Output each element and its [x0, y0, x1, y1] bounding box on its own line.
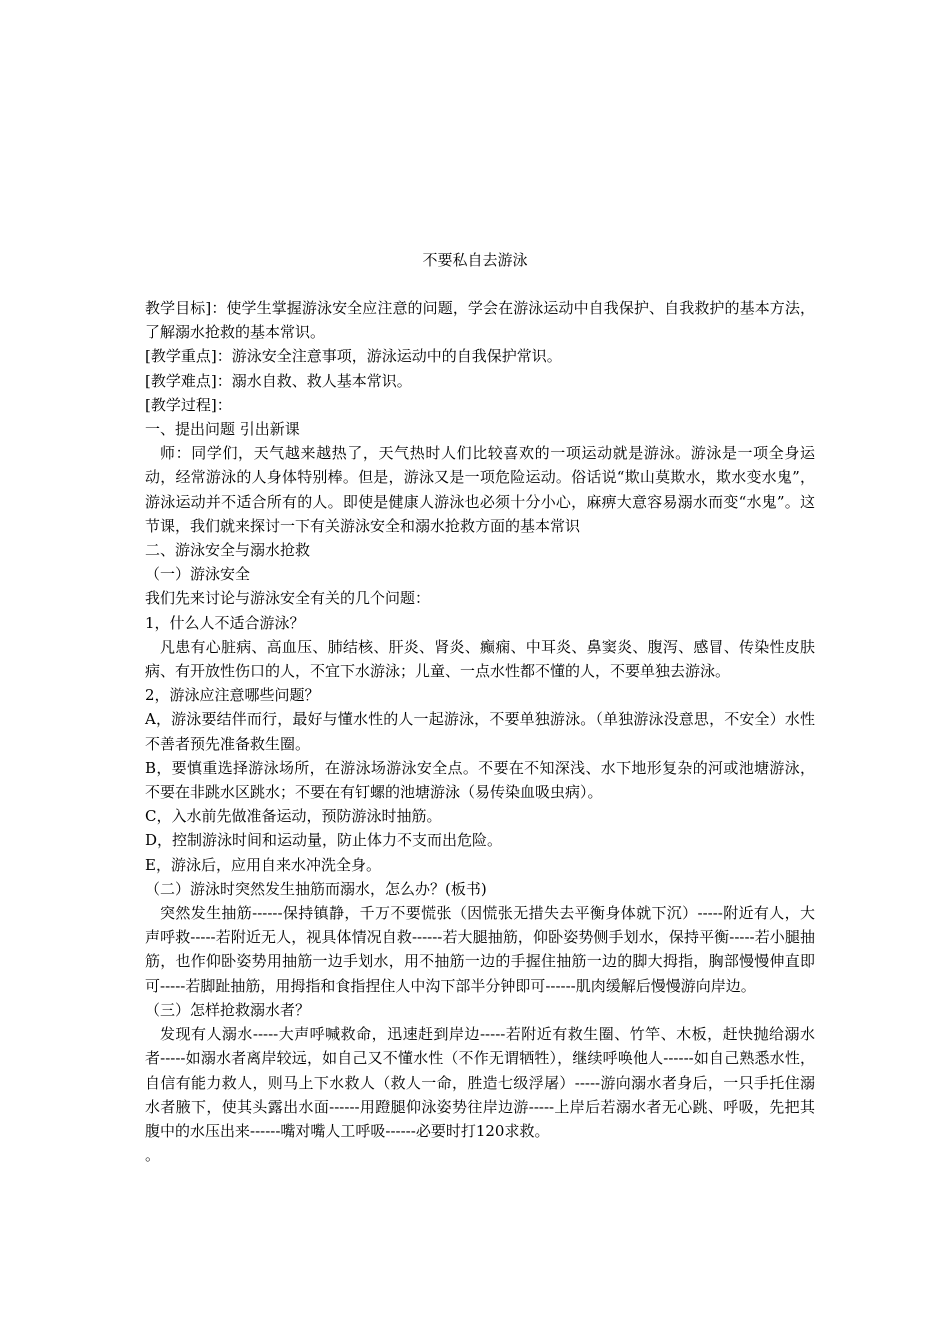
question-one: 1，什么人不适合游泳？ — [145, 613, 305, 632]
paragraph-unsuitable-people: 凡患有心脏病、高血压、肺结核、肝炎、肾炎、癫痫、中耳炎、鼻窦炎、腹泻、感冒、传染性皮肤病、有开放性伤口的人，不宜下水游泳；儿童、一点水性都不懂的人，不要单独去游泳。 — [145, 637, 815, 681]
list-item-c: C，入水前先做准备运动，预防游泳时抽筋。 — [145, 807, 442, 826]
subsection-heading-rescue: （三）怎样抢救溺水者？ — [145, 1000, 311, 1019]
paragraph-discussion: 我们先来讨论与游泳安全有关的几个问题： — [145, 589, 431, 608]
list-item-d: D，控制游泳时间和运动量，防止体力不支而出危险。 — [145, 831, 503, 850]
list-item-a: A，游泳要结伴而行，最好与懂水性的人一起游泳，不要单独游泳。（单独游泳没意思，不安全）水性不善者预先准备救生圈。 — [145, 710, 815, 753]
paragraph-objective: 教学目标]：使学生掌握游泳安全应注意的问题，学会在游泳运动中自我保护、自我救护的基本方法，了解溺水抢救的基本常识。 — [145, 299, 815, 342]
section-heading-two: 二、游泳安全与溺水抢救 — [145, 541, 311, 560]
paragraph-teacher-intro: 师：同学们，天气越来越热了，天气热时人们比较喜欢的一项运动就是游泳。游泳是一项全身运动，经常游泳的人身体特别棒。但是，游泳又是一项危险运动。俗话说“欺山莫欺水，欺水变水鬼”，游泳运动并不适合所有的人。即使是健康人游泳也必须十分小心，麻痹大意容易溺水而变“水鬼”。这节课，我们就来探讨一下有关游泳安全和溺水抢救方面的基本常识 — [145, 444, 815, 535]
paragraph-cramp-steps: 突然发生抽筋------保持镇静，千万不要慌张（因慌张无措失去平衡身体就下沉）-----附近有人，大声呼救-----若附近无人，视具体情况自救------若大腿抽筋，仰卧姿势侧手划水，保持平衡-----若小腿抽筋，也作仰卧姿势用抽筋一边手划水，用不抽筋一边的手握住抽筋一边的脚大拇指，胸部慢慢伸直即可-----若脚趾抽筋，用拇指和食指捏住人中沟下部半分钟即可------肌肉缓解后慢慢游向岸边。 — [145, 904, 815, 995]
paragraph-difficulties: [教学难点]：溺水自救、救人基本常识。 — [145, 371, 412, 390]
document-body — [145, 296, 815, 1167]
subsection-heading-cramp: （二）游泳时突然发生抽筋而溺水，怎么办？(板书) — [145, 879, 487, 898]
paragraph-key-points: [教学重点]：游泳安全注意事项，游泳运动中的自我保护常识。 — [145, 347, 562, 366]
section-heading-one: 一、提出问题 引出新课 — [145, 420, 300, 439]
document-title: 不要私自去游泳 — [422, 251, 528, 269]
list-item-b: B，要慎重选择游泳场所，在游泳场游泳安全点。不要在不知深浅、水下地形复杂的河或池塘游泳，不要在非跳水区跳水；不要在有钉螺的池塘游泳（易传染血吸虫病）。 — [145, 758, 815, 802]
subsection-heading-safety: （一）游泳安全 — [145, 565, 251, 584]
question-two: 2，游泳应注意哪些问题？ — [145, 686, 320, 705]
list-item-e: E，游泳后，应用自来水冲洗全身。 — [145, 855, 381, 874]
paragraph-rescue-steps: 发现有人溺水-----大声呼喊救命，迅速赶到岸边-----若附近有救生圈、竹竿、木板，赶快抛给溺水者-----如溺水者离岸较远，如自己又不懂水性（不作无谓牺牲），继续呼唤他人------如自己熟悉水性，自信有能力救人，则马上下水救人（救人一命，胜造七级浮屠）-----游向溺水者身后，一只手托住溺水者腋下，使其头露出水面------用蹬腿仰泳姿势往岸边游-----上岸后若溺水者无心跳、呼吸，先把其腹中的水压出来------嘴对嘴人工呼吸------必要时打120求救。 — [145, 1025, 815, 1140]
paragraph-trailing-mark: 。 — [145, 1146, 161, 1165]
paragraph-process-heading: [教学过程]： — [145, 395, 232, 414]
